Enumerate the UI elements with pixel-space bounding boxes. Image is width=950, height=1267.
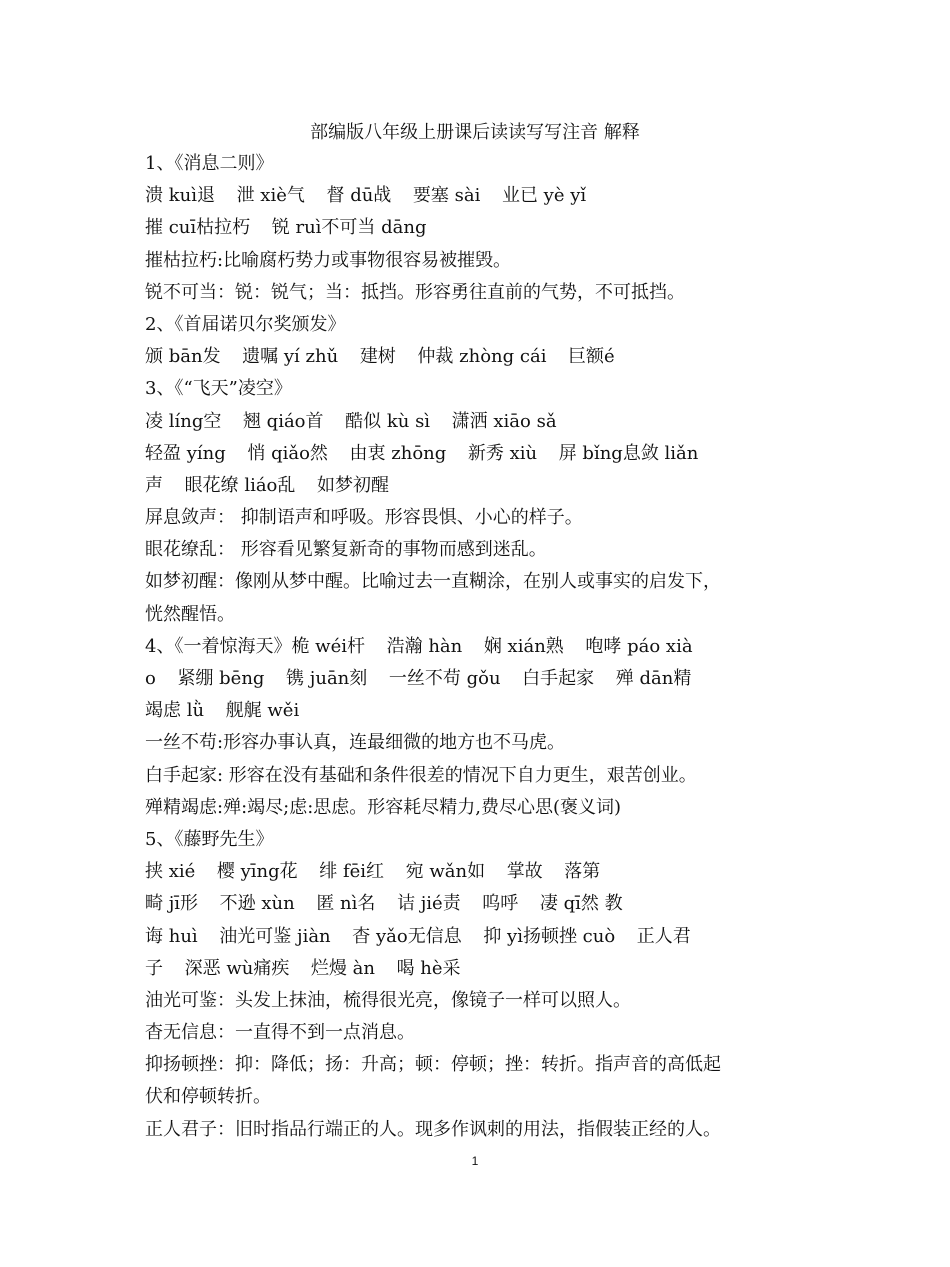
text-line (145, 341, 815, 373)
text-line (145, 663, 815, 695)
document-body (145, 148, 815, 1146)
text-segment: 深恶 wù痛疾 (184, 957, 290, 979)
text-segment: 杳无信息：一直得不到一点消息。 (145, 1022, 415, 1044)
text-segment: 潇洒 xiāo sǎ (451, 410, 557, 432)
text-line (145, 1049, 815, 1081)
text-segment: 酷似 kù sì (345, 410, 431, 432)
text-line (145, 534, 815, 566)
text-segment: 1、《消息二则》 (145, 153, 274, 174)
text-segment: 翘 qiáo首 (242, 410, 324, 432)
text-line (145, 599, 815, 631)
text-segment: 建树 (359, 346, 396, 368)
text-segment: 泄 xiè气 (236, 185, 305, 207)
text-segment: 眼花缭 liáo乱 (184, 474, 296, 496)
text-segment: 轻盈 yíng (145, 442, 226, 464)
text-segment: 绯 fēi红 (319, 861, 385, 883)
text-segment: 一丝不苟 gǒu (388, 668, 501, 689)
text-line (145, 277, 815, 309)
text-segment: 白手起家 (522, 668, 595, 689)
text-segment: 镌 juān刻 (286, 668, 368, 689)
text-segment: 恍然醒悟。 (145, 603, 235, 625)
text-segment: 抑扬顿挫：抑：降低；扬：升高；顿：停顿；挫：转折。指声音的高低起 (145, 1054, 721, 1076)
text-segment: 2、《首届诺贝尔奖颁发》 (145, 313, 346, 335)
text-line (145, 888, 815, 920)
page-number: 1 (471, 1154, 479, 1168)
text-segment: 锐 ruì不可当 dāng (271, 217, 427, 239)
text-line (145, 631, 815, 663)
text-segment: 白手起家: 形容在没有基础和条件很差的情况下自力更生，艰苦创业。 (145, 764, 697, 786)
text-segment: 挟 xié (145, 861, 196, 883)
text-segment: 油光可鉴：头发上抹油，梳得很光亮，像镜子一样可以照人。 (145, 989, 631, 1011)
text-segment: 娴 xián熟 (483, 635, 564, 657)
text-segment: 浩瀚 hàn (386, 635, 463, 657)
text-segment: 如梦初醒：像刚从梦中醒。比喻过去一直糊涂，在别人或事实的启发下， (145, 571, 721, 593)
text-line (145, 406, 815, 438)
text-line (145, 1081, 815, 1113)
text-segment: 悄 qiǎo然 (247, 442, 328, 464)
text-segment: 一丝不苟:形容办事认真，连最细微的地方也不马虎。 (145, 732, 566, 754)
text-segment: 3、《“飞天”凌空》 (145, 378, 292, 400)
text-segment: 如梦初醒 (317, 474, 389, 496)
text-segment: 声 (145, 474, 163, 496)
text-line (145, 695, 815, 727)
text-segment: 樱 yīng花 (216, 861, 298, 883)
text-segment: 4、《一着惊海天》桅 wéi杆 (145, 635, 365, 657)
text-line (145, 985, 815, 1017)
text-segment: 新秀 xiù (467, 442, 538, 464)
text-segment: 殚精竭虑:殚:竭尽;虑:思虑。形容耗尽精力,费尽心思(褒义词) (145, 796, 622, 818)
text-segment: 不逊 xùn (219, 893, 295, 915)
text-line (145, 309, 815, 341)
text-segment: 督 dū战 (326, 185, 392, 207)
text-line (145, 953, 815, 985)
text-segment: 屏 bǐng息敛 liǎn (558, 442, 699, 464)
text-line (145, 792, 815, 824)
text-segment: 诲 huì (145, 925, 198, 947)
text-segment: 竭虑 lǜ (145, 700, 205, 722)
text-segment: 摧枯拉朽:比喻腐朽势力或事物很容易被摧毁。 (145, 249, 512, 271)
text-segment: 正人君 (636, 925, 691, 947)
text-segment: 殚 dān精 (615, 668, 692, 689)
text-segment: 由衷 zhōng (349, 442, 447, 464)
text-segment: 业已 yè yǐ (501, 185, 587, 207)
text-line (145, 148, 815, 180)
text-line (145, 921, 815, 953)
text-segment: 遗嘱 yí zhǔ (242, 346, 339, 368)
text-line (145, 824, 815, 856)
text-line (145, 856, 815, 888)
text-segment: 舰艉 wěi (225, 700, 300, 722)
text-segment: 颁 bān发 (145, 346, 221, 368)
text-segment: 抑 yì扬顿挫 cuò (483, 925, 616, 947)
text-segment: 仲裁 zhòng cái (417, 346, 547, 368)
text-segment: 呜呼 (482, 893, 519, 915)
text-segment: 掌故 (506, 861, 543, 883)
text-segment: 油光可鉴 jiàn (219, 925, 331, 947)
text-line (145, 180, 815, 212)
text-line (145, 212, 815, 244)
text-segment: 畸 jī形 (145, 893, 199, 915)
text-segment: 诘 jié责 (396, 893, 461, 915)
text-segment: 宛 wǎn如 (405, 861, 486, 883)
text-line (145, 373, 815, 405)
text-segment: 摧 cuī枯拉朽 (145, 217, 251, 239)
text-segment: 凌 líng空 (145, 410, 222, 432)
text-line (145, 438, 815, 470)
text-segment: 烂熳 àn (310, 957, 375, 979)
text-segment: 紧绷 bēng (177, 668, 265, 689)
text-segment: 溃 kuì退 (145, 185, 215, 207)
text-segment: 喝 hè采 (396, 957, 461, 979)
text-segment: 巨额é (568, 346, 615, 368)
text-segment: 屏息敛声： 抑制语声和呼吸。形容畏惧、小心的样子。 (145, 507, 583, 529)
text-segment: 正人君子：旧时指品行端正的人。现多作讽刺的用法，指假装正经的人。 (145, 1118, 721, 1140)
text-segment: 伏和停顿转折。 (145, 1086, 271, 1108)
text-segment: o (145, 668, 156, 689)
text-line (145, 760, 815, 792)
text-line (145, 502, 815, 534)
text-line (145, 245, 815, 277)
text-segment: 咆哮 páo xià (585, 635, 693, 657)
text-segment: 要塞 sài (412, 185, 481, 207)
text-line (145, 727, 815, 759)
text-line (145, 1017, 815, 1049)
text-line (145, 470, 815, 502)
text-segment: 子 (145, 957, 163, 979)
text-line (145, 566, 815, 598)
text-segment: 锐不可当：锐：锐气；当：抵挡。形容勇往直前的气势，不可抵挡。 (145, 281, 685, 303)
text-segment: 落第 (564, 861, 601, 883)
text-segment: 杳 yǎo无信息 (352, 925, 462, 947)
document-title: 部编版八年级上册课后读读写写注音 解释 (310, 122, 640, 143)
text-line (145, 1114, 815, 1146)
text-segment: 5、《藤野先生》 (145, 828, 274, 850)
text-segment: 眼花缭乱： 形容看见繁复新奇的事物而感到迷乱。 (145, 539, 547, 561)
text-segment: 匿 nì名 (316, 893, 376, 915)
text-segment: 凄 qī然 教 (539, 893, 623, 915)
